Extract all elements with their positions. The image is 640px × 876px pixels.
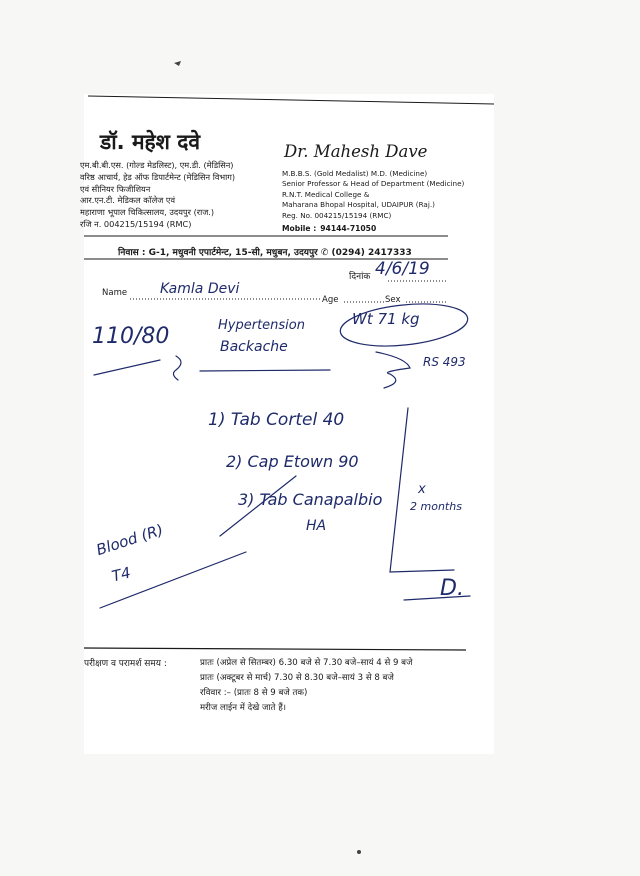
- paper-speck: [357, 850, 361, 854]
- timing-line: प्रातः (अप्रेल से सितम्बर) 6.30 बजे से 7.30 बजे–सायं 4 से 9 बजे: [200, 658, 413, 668]
- date-value: 4/6/19: [375, 259, 430, 279]
- doctor-credentials-english: [282, 169, 464, 221]
- name-label: Name: [102, 288, 128, 298]
- mobile-label: Mobile :: [282, 224, 317, 233]
- fee-note: RS 493: [423, 355, 466, 369]
- duration-note: 2 months: [410, 500, 462, 513]
- complaint-line-2: Backache: [220, 339, 288, 355]
- doctor-name-english: Dr. Mahesh Dave: [284, 142, 428, 161]
- doctor-credentials-hindi: [80, 160, 235, 231]
- credential-line: R.N.T. Medical College &: [282, 189, 370, 199]
- date-label: दिनांक: [349, 272, 371, 282]
- credential-line: Senior Professor & Head of Department (Medicine): [282, 179, 465, 189]
- timing-line: मरीज लाईन में देखे जाते हैं।: [200, 703, 287, 713]
- sex-label: Sex: [385, 295, 401, 305]
- consultation-hours-label: परीक्षण व परामर्श समय :: [84, 659, 167, 669]
- age-label: Age: [322, 295, 339, 305]
- credential-line: Maharana Bhopal Hospital, UDAIPUR (Raj.): [282, 200, 435, 210]
- prescription-item-1: 1) Tab Cortel 40: [208, 410, 345, 430]
- weight-note: Wt 71 kg: [352, 310, 420, 328]
- prescription-item-3: 3) Tab Canapalbio: [238, 490, 383, 509]
- credential-line: रजि न. 004215/15194 (RMC): [80, 218, 192, 229]
- mobile-number: [282, 224, 376, 233]
- credential-line: M.B.B.S. (Gold Medalist) M.D. (Medicine): [282, 169, 428, 178]
- credential-line: आर.एन.टी. मेडिकल कॉलेज एवं: [80, 195, 176, 206]
- duration-mark: x: [418, 482, 426, 497]
- patient-name: Kamla Devi: [160, 281, 240, 297]
- mobile-value: 94144-71050: [320, 224, 377, 233]
- timing-line: रविवार :– (प्रातः 8 से 9 बजे तक): [200, 688, 308, 698]
- prescription-item-2: 2) Cap Etown 90: [226, 452, 359, 471]
- residence-address: निवास : G-1, मधुवनी एपार्टमेन्ट, 15-सी, मधुबन, उदयपुर ✆ (0294) 2417333: [118, 248, 412, 258]
- complaint-line-1: Hypertension: [218, 318, 305, 333]
- blood-pressure-note: 110/80: [92, 324, 170, 349]
- paper-speck: [174, 61, 181, 66]
- timing-line: प्रातः (अक्टूबर से मार्च) 7.30 से 8.30 बजे–सायं 3 से 8 बजे: [200, 673, 394, 683]
- credential-line: एम.बी.बी.एस. (गोल्ड मेडलिस्ट), एम.डी. (मेडिसिन): [80, 160, 234, 170]
- credential-line: महाराणा भूपाल चिकित्सालय, उदयपुर (राज.): [80, 207, 215, 218]
- doctor-name-hindi: डॉ. महेश दवे: [100, 130, 201, 154]
- consultation-hours: [200, 656, 412, 716]
- credential-line: Reg. No. 004215/15194 (RMC): [282, 210, 392, 220]
- investigation-line-1: Blood (R): [94, 520, 166, 560]
- credential-line: वरिष्ठ आचार्य, हेड ऑफ डिपार्टमेन्ट (मेडिसिन विभाग): [80, 171, 236, 182]
- doctor-signature: D.: [440, 576, 464, 601]
- credential-line: एवं सीनियर फिजीशियन: [80, 183, 151, 194]
- prescription-item-3-sub: HA: [306, 518, 327, 534]
- investigation-line-2: T4: [110, 563, 133, 586]
